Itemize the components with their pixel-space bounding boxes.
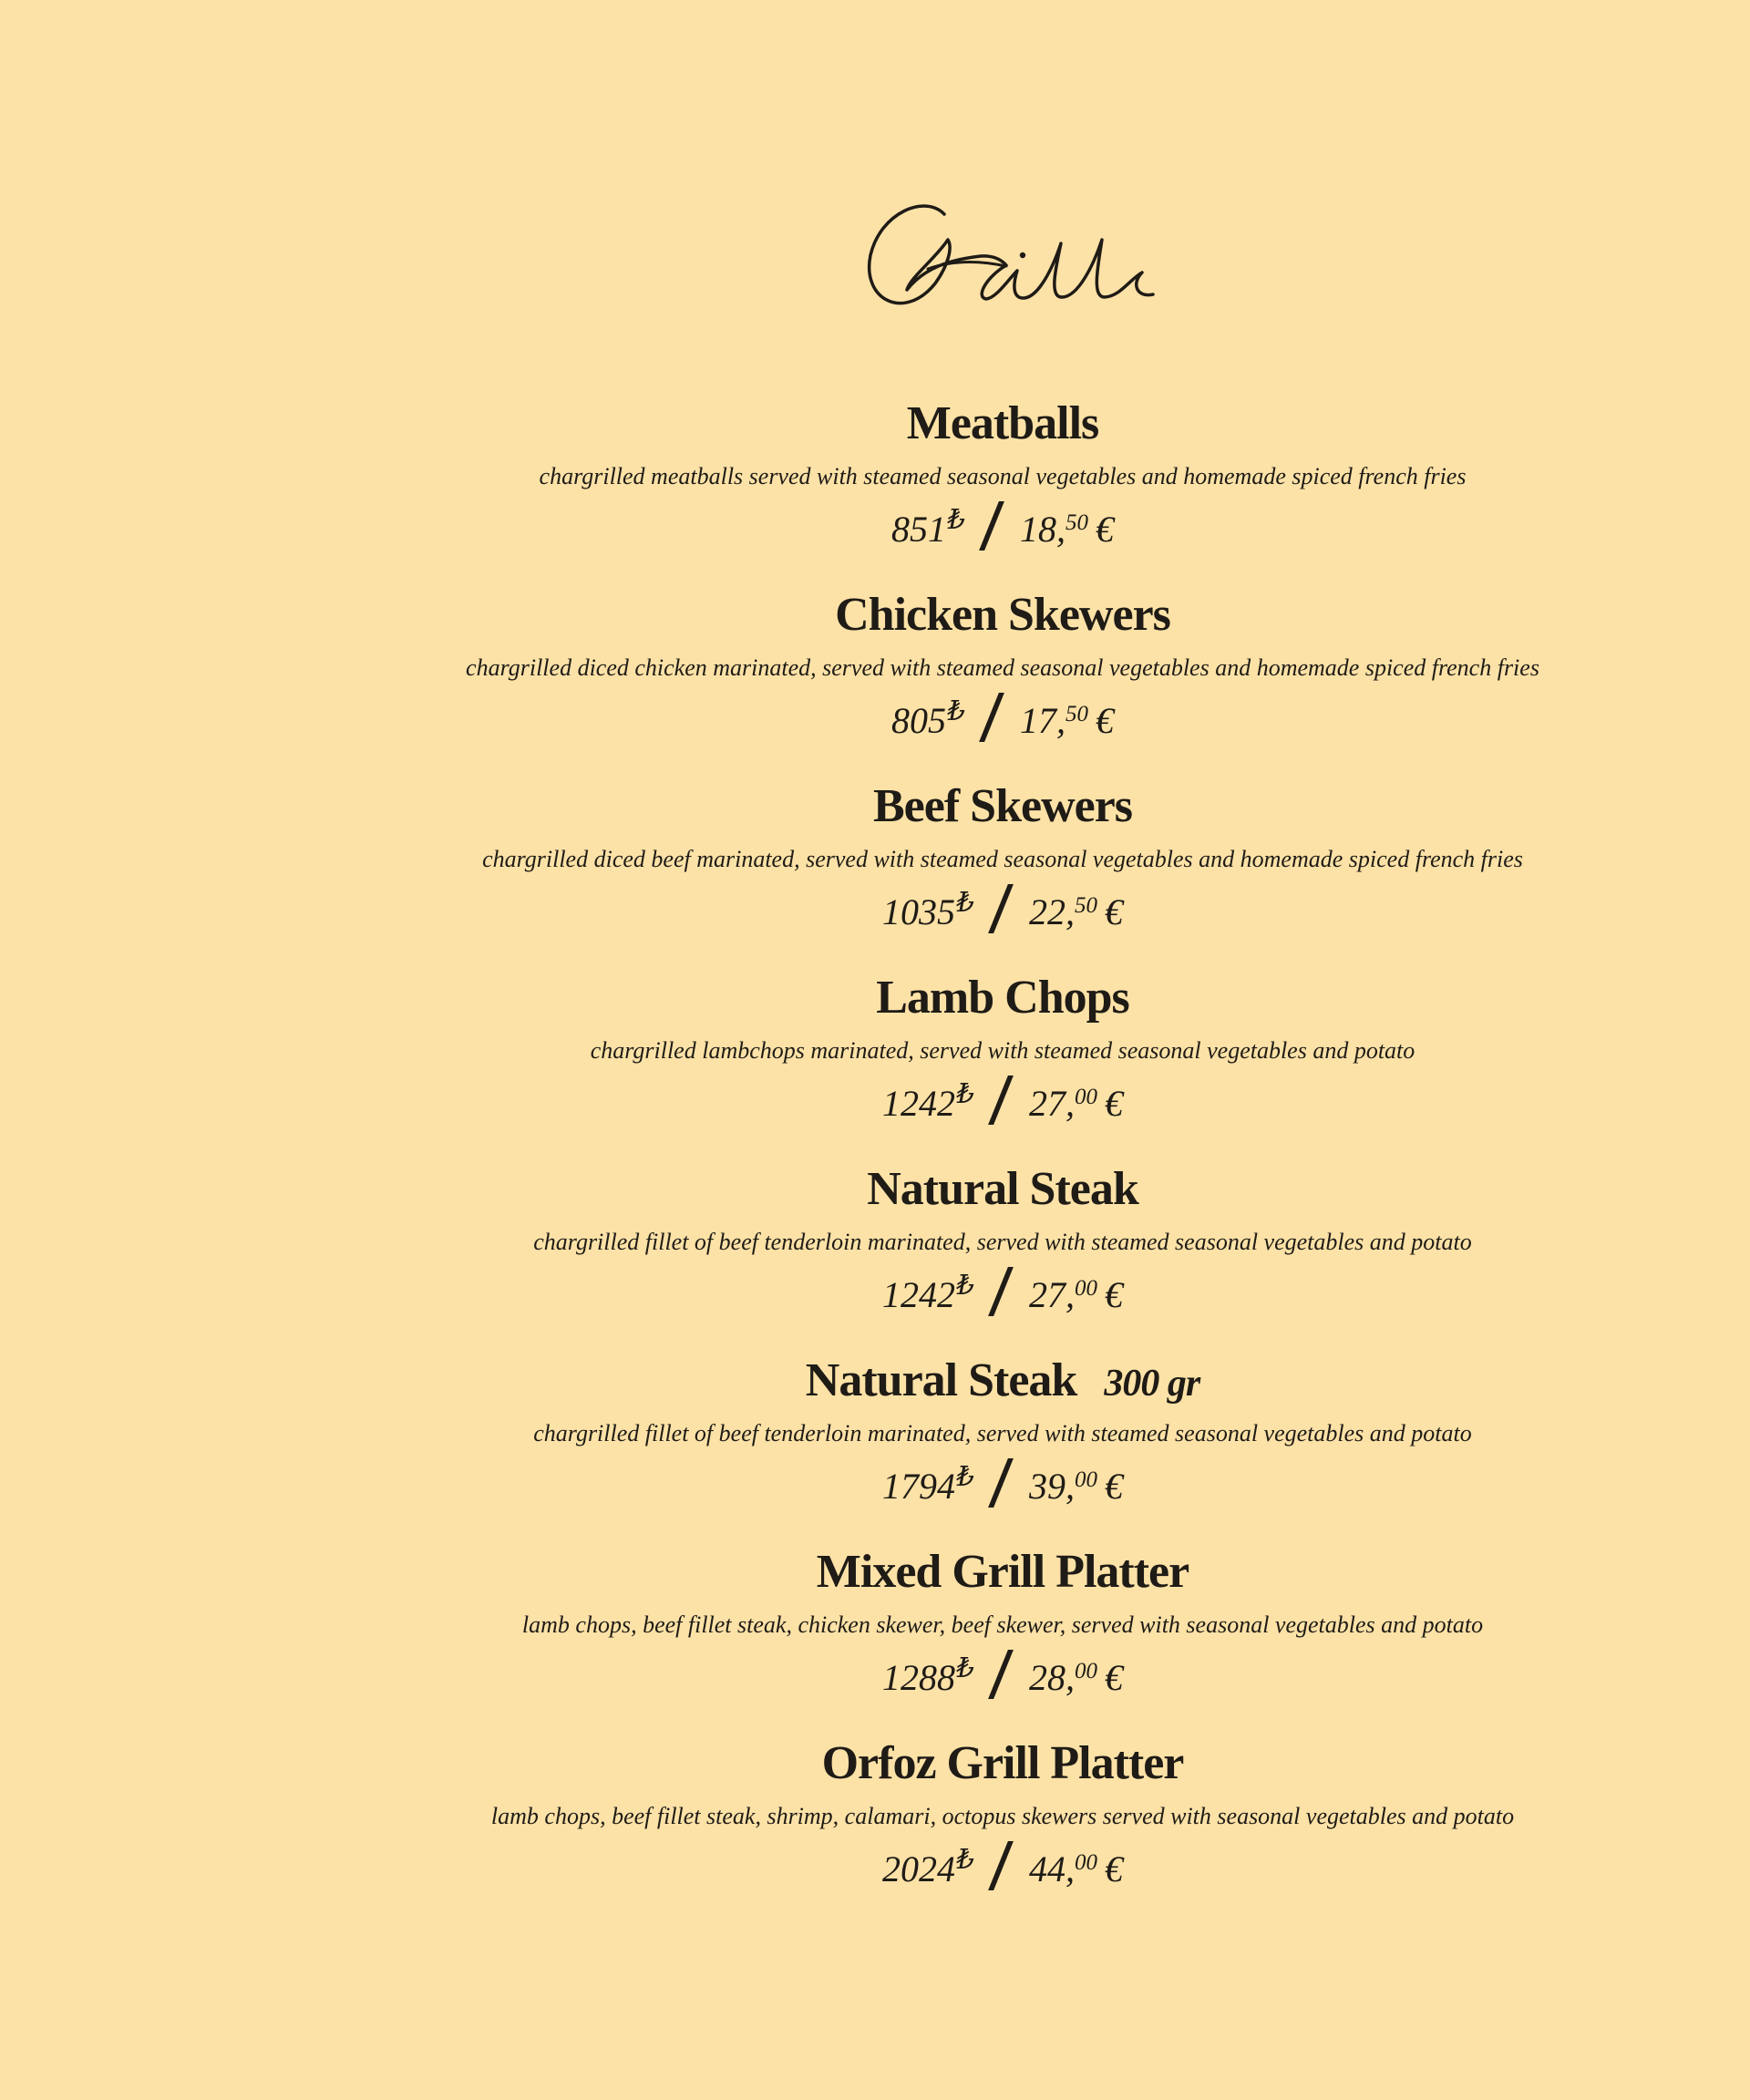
lira-symbol: ₺ — [956, 1271, 975, 1301]
price-eur-whole: 39, — [1029, 1466, 1076, 1507]
price-eur-cents: 50 — [1075, 893, 1098, 918]
price-eur-whole: 17, — [1020, 700, 1066, 741]
lira-symbol: ₺ — [956, 1462, 975, 1492]
price-divider — [988, 884, 1014, 933]
price-eur-whole: 22, — [1029, 891, 1076, 932]
lira-symbol: ₺ — [947, 696, 966, 726]
item-name: Orfoz Grill Platter — [821, 1737, 1184, 1789]
item-price — [456, 884, 1549, 941]
item-description: lamb chops, beef fillet steak, chicken skewer, beef skewer, served with seasonal vegetables and potato — [521, 1611, 1484, 1638]
price-eur-whole: 27, — [1029, 1274, 1076, 1315]
price-eur-cents: 00 — [1075, 1276, 1098, 1301]
price-divider — [988, 1650, 1014, 1699]
price-divider — [988, 1841, 1014, 1890]
item-name: Chicken Skewers — [835, 589, 1170, 641]
price-eur-whole: 18, — [1020, 509, 1066, 550]
item-price — [456, 693, 1549, 749]
item-price — [456, 1076, 1549, 1132]
item-description: chargrilled diced chicken marinated, served with steamed seasonal vegetables and homemade spiced french fries — [466, 654, 1539, 681]
item-price — [456, 1267, 1549, 1323]
price-eur-cents: 00 — [1075, 1085, 1098, 1109]
price-divider — [988, 1076, 1014, 1125]
price-divider — [988, 1458, 1014, 1508]
grills-menu — [456, 0, 1549, 2100]
price-eur-whole: 44, — [1029, 1848, 1076, 1889]
lira-symbol: ₺ — [956, 1845, 975, 1875]
item-description: chargrilled meatballs served with steamed seasonal vegetables and homemade spiced french fries — [539, 463, 1467, 489]
price-try: 2024 — [881, 1848, 955, 1889]
euro-symbol: € — [1105, 891, 1124, 932]
price-eur-cents: 50 — [1065, 510, 1089, 535]
item-name: Beef Skewers — [872, 780, 1133, 832]
price-eur-whole: 27, — [1029, 1083, 1076, 1124]
euro-symbol: € — [1096, 509, 1115, 550]
euro-symbol: € — [1105, 1466, 1124, 1507]
euro-symbol: € — [1105, 1083, 1124, 1124]
price-try: 1242 — [881, 1274, 955, 1315]
item-name: Mixed Grill Platter — [816, 1546, 1189, 1598]
price-eur-cents: 00 — [1075, 1850, 1098, 1875]
item-price — [456, 1458, 1549, 1515]
price-try: 1794 — [881, 1466, 955, 1507]
price-try: 1242 — [881, 1083, 955, 1124]
item-name: Meatballs — [906, 397, 1099, 449]
price-eur-cents: 00 — [1075, 1467, 1098, 1492]
item-description: chargrilled diced beef marinated, served with steamed seasonal vegetables and homemade spiced french fries — [482, 846, 1523, 872]
price-eur-cents: 50 — [1065, 702, 1089, 726]
item-price — [456, 1650, 1549, 1706]
lira-symbol: ₺ — [956, 1079, 975, 1109]
euro-symbol: € — [1096, 700, 1115, 741]
price-eur-cents: 00 — [1075, 1659, 1098, 1683]
lira-symbol: ₺ — [947, 505, 966, 535]
item-description: chargrilled fillet of beef tenderloin marinated, served with steamed seasonal vegetables and potato — [533, 1229, 1472, 1255]
euro-symbol: € — [1105, 1657, 1124, 1698]
price-eur-whole: 28, — [1029, 1657, 1076, 1698]
price-divider — [988, 1267, 1014, 1316]
item-description: lamb chops, beef fillet steak, shrimp, calamari, octopus skewers served with seasonal vegetables and potato — [490, 1803, 1515, 1829]
item-price — [456, 1841, 1549, 1898]
price-divider — [979, 501, 1004, 551]
item-name: Lamb Chops — [876, 972, 1129, 1024]
item-description: chargrilled fillet of beef tenderloin marinated, served with steamed seasonal vegetables and potato — [533, 1420, 1472, 1446]
price-try: 1288 — [881, 1657, 955, 1698]
item-price — [456, 501, 1549, 558]
lira-symbol: ₺ — [956, 1653, 975, 1683]
item-description: chargrilled lambchops marinated, served with steamed seasonal vegetables and potato — [590, 1037, 1415, 1064]
price-try: 805 — [890, 700, 946, 741]
price-try: 851 — [890, 509, 946, 550]
price-divider — [979, 693, 1004, 742]
euro-symbol: € — [1105, 1848, 1124, 1889]
item-name: Natural Steak 300 gr — [805, 1354, 1200, 1406]
item-weight: 300 gr — [1104, 1363, 1200, 1405]
item-name: Natural Steak — [867, 1163, 1138, 1215]
euro-symbol: € — [1105, 1274, 1124, 1315]
price-try: 1035 — [881, 891, 955, 932]
lira-symbol: ₺ — [956, 888, 975, 918]
